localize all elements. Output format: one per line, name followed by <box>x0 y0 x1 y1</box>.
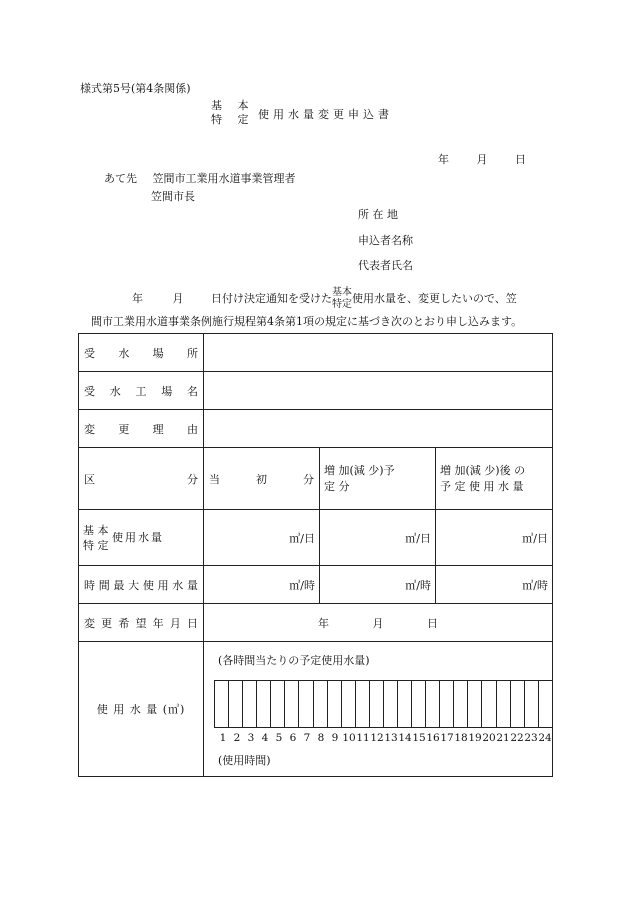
body-line-2: 間市工業用水道事業条例施行規程第4条第1項の規定に基づき次のとおり申し込みます。 <box>91 315 523 328</box>
hour-cell[interactable] <box>511 681 525 727</box>
hour-cell[interactable] <box>426 681 440 727</box>
label-max-hourly: 時間最大使用水量 <box>79 566 204 604</box>
hour-cell[interactable] <box>370 681 384 727</box>
body-year: 年 <box>132 292 143 305</box>
body-line-1 <box>132 287 517 311</box>
usage-label: 使用水量 <box>112 530 164 544</box>
row-desired-date <box>79 604 553 642</box>
hour-number: 14 <box>398 732 412 744</box>
header-increase <box>320 448 436 510</box>
hour-number: 15 <box>412 732 426 744</box>
body-kind-basic: 基本 <box>332 287 352 298</box>
row-receiving-place <box>79 334 553 372</box>
label-division: 区分 <box>79 448 204 510</box>
desired-month: 月 <box>372 616 384 630</box>
hour-cell[interactable] <box>243 681 257 727</box>
hour-cell[interactable] <box>482 681 496 727</box>
title-kind-specific: 特 定 <box>211 113 255 126</box>
hour-cell[interactable] <box>342 681 356 727</box>
hour-number: 19 <box>468 732 482 744</box>
applicant-representative-label: 代表者氏名 <box>358 259 413 272</box>
applicant-name-label: 申込者名称 <box>358 234 413 247</box>
label-reason: 変更理由 <box>79 410 204 448</box>
hourly-usage-cell <box>204 642 553 777</box>
hour-cell[interactable] <box>299 681 313 727</box>
date-year: 年 <box>438 153 449 166</box>
row-receiving-factory <box>79 372 553 410</box>
hour-cell[interactable] <box>229 681 243 727</box>
max-hourly-after[interactable]: ㎥/時 <box>436 566 553 604</box>
addressee-manager: 笠間市工業用水道事業管理者 <box>152 172 296 185</box>
hour-number: 2 <box>233 732 241 744</box>
hour-cell[interactable] <box>328 681 342 727</box>
title-kind-selector <box>211 99 255 127</box>
hour-cell[interactable] <box>271 681 285 727</box>
hour-cell[interactable] <box>215 681 229 727</box>
desired-year: 年 <box>318 616 329 630</box>
date-day: 日 <box>515 153 526 166</box>
hour-cell[interactable] <box>454 681 468 727</box>
body-month: 月 <box>172 292 184 305</box>
hour-number: 13 <box>384 732 398 744</box>
hour-number: 3 <box>247 732 255 744</box>
application-table <box>78 333 553 777</box>
hour-number: 9 <box>331 732 339 744</box>
hour-number: 16 <box>426 732 440 744</box>
hour-cell[interactable] <box>440 681 454 727</box>
hour-number: 7 <box>303 732 311 744</box>
hour-cell[interactable] <box>257 681 271 727</box>
hour-cell[interactable] <box>468 681 482 727</box>
addressee <box>104 170 296 186</box>
hour-number: 5 <box>275 732 283 744</box>
body-kind-specific: 特定 <box>332 299 352 310</box>
hour-number: 23 <box>524 732 538 744</box>
field-desired-date[interactable] <box>204 604 553 642</box>
hour-number: 12 <box>370 732 384 744</box>
label-usage-volume: 使 用 水 量 (㎥) <box>79 642 204 777</box>
hour-cell[interactable] <box>497 681 511 727</box>
header-after-bottom: 予 定 使 用 水 量 <box>440 479 524 493</box>
body-text-a: 日付け決定通知を受けた <box>211 292 332 305</box>
field-reason[interactable] <box>204 410 553 448</box>
hour-number: 1 <box>219 732 227 744</box>
hour-cell[interactable] <box>314 681 328 727</box>
label-desired-date: 変更希望年月日 <box>79 604 204 642</box>
hour-number: 20 <box>482 732 496 744</box>
addressee-mayor: 笠間市長 <box>151 190 195 203</box>
label-usage <box>79 510 204 566</box>
hour-number: 24 <box>538 732 552 744</box>
document-title: 使用水量変更申込書 <box>258 108 393 121</box>
label-receiving-place: 受水場所 <box>79 334 204 372</box>
hour-number: 10 <box>342 732 356 744</box>
hour-cell[interactable] <box>412 681 426 727</box>
header-after <box>436 448 553 510</box>
max-hourly-initial[interactable]: ㎥/時 <box>204 566 320 604</box>
header-increase-bottom: 定 分 <box>324 479 350 493</box>
hour-number: 18 <box>454 732 468 744</box>
hour-cell[interactable] <box>398 681 412 727</box>
hour-cell[interactable] <box>285 681 299 727</box>
hourly-grid <box>214 680 553 728</box>
hour-number: 22 <box>510 732 524 744</box>
hour-number: 8 <box>317 732 325 744</box>
usage-kind-specific: 特 定 <box>83 538 109 552</box>
label-receiving-factory: 受水工場名 <box>79 372 204 410</box>
usage-kind-selector <box>83 523 109 553</box>
hour-cell[interactable] <box>356 681 370 727</box>
title-kind-basic: 基 本 <box>211 99 255 112</box>
usage-kind-basic: 基 本 <box>83 523 109 537</box>
max-hourly-increase[interactable]: ㎥/時 <box>320 566 436 604</box>
application-date <box>438 151 550 167</box>
hour-number: 6 <box>289 732 297 744</box>
field-receiving-place[interactable] <box>204 334 553 372</box>
hour-numbers <box>216 732 552 744</box>
usage-after[interactable]: ㎥/日 <box>436 510 553 566</box>
field-receiving-factory[interactable] <box>204 372 553 410</box>
hour-number: 17 <box>440 732 454 744</box>
header-initial: 当初分 <box>204 448 320 510</box>
usage-increase[interactable]: ㎥/日 <box>320 510 436 566</box>
applicant-address-label: 所 在 地 <box>358 208 398 221</box>
body-text-b: 使用水量を、変更したいので、笠 <box>352 292 517 305</box>
hour-number: 11 <box>356 732 370 744</box>
row-usage-volume <box>79 642 553 777</box>
header-after-top: 増 加(減 少)後 の <box>440 463 526 477</box>
addressee-prefix: あて先 <box>104 172 137 185</box>
hour-cell[interactable] <box>384 681 398 727</box>
row-division <box>79 448 553 510</box>
form-number: 様式第5号(第4条関係) <box>80 82 191 95</box>
desired-day: 日 <box>427 616 438 630</box>
hourly-caption: (各時間当たりの予定使用水量) <box>218 654 370 667</box>
row-usage <box>79 510 553 566</box>
hour-cell[interactable] <box>525 681 539 727</box>
hour-cell[interactable] <box>539 681 553 727</box>
hour-number: 4 <box>261 732 269 744</box>
date-month: 月 <box>476 153 488 166</box>
hour-number: 21 <box>496 732 510 744</box>
usage-initial[interactable]: ㎥/日 <box>204 510 320 566</box>
header-increase-top: 増 加(減 少)予 <box>324 463 395 477</box>
row-max-hourly <box>79 566 553 604</box>
body-kind-selector <box>332 287 352 311</box>
row-reason <box>79 410 553 448</box>
hours-note: (使用時間) <box>218 754 271 767</box>
